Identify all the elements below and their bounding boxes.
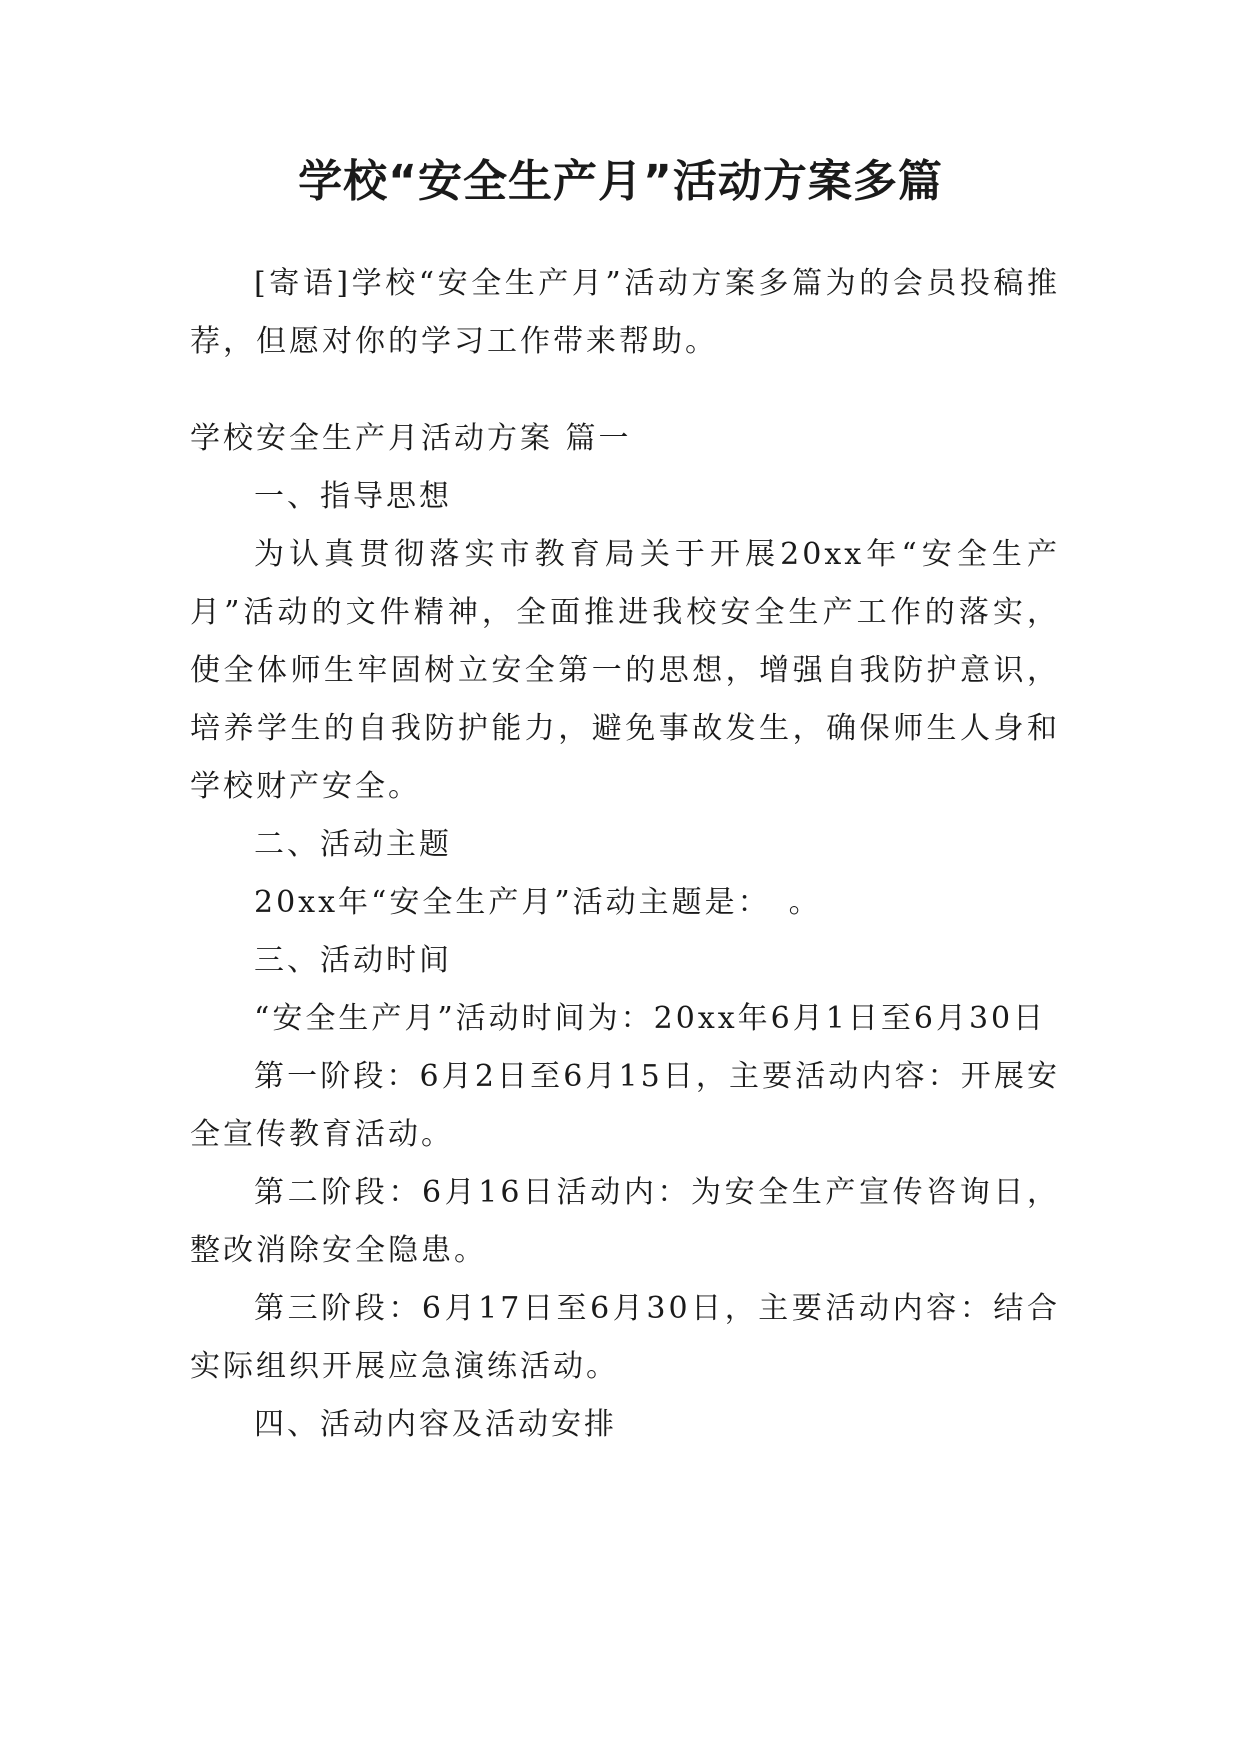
heading-activity-content: 四、活动内容及活动安排 (254, 1407, 617, 1442)
document-title: 学校“安全生产月”活动方案多篇 (298, 156, 943, 207)
section-heading: 学校安全生产月活动方案 篇一 (190, 421, 632, 456)
intro-block (190, 255, 1060, 371)
heading-guiding-ideology: 一、指导思想 (254, 479, 452, 514)
paragraph-stage-two: 第二阶段：6月16日活动内：为安全生产宣传咨询日，整改消除安全隐患。 (190, 1175, 1060, 1268)
heading-activity-theme: 二、活动主题 (254, 827, 452, 862)
paragraph-guiding-ideology: 为认真贯彻落实市教育局关于开展20xx年“安全生产月”活动的文件精神，全面推进我校安全生产工作的落实，使全体师生牢固树立安全第一的思想，增强自我防护意识，培养学生的自我防护能力，避免事故发生，确保师生人身和学校财产安全。 (190, 537, 1060, 804)
heading-activity-time: 三、活动时间 (254, 943, 452, 978)
paragraph-activity-theme: 20xx年“安全生产月”活动主题是： 。 (254, 885, 822, 920)
paragraph-activity-time: “安全生产月”活动时间为：20xx年6月1日至6月30日 (254, 1001, 1047, 1036)
intro-paragraph: [寄语]学校“安全生产月”活动方案多篇为的会员投稿推荐，但愿对你的学习工作带来帮助。 (190, 266, 1060, 359)
paragraph-stage-three: 第三阶段：6月17日至6月30日，主要活动内容：结合实际组织开展应急演练活动。 (190, 1291, 1060, 1384)
paragraph-stage-one: 第一阶段：6月2日至6月15日，主要活动内容：开展安全宣传教育活动。 (190, 1059, 1060, 1152)
document-body (190, 410, 1060, 1454)
